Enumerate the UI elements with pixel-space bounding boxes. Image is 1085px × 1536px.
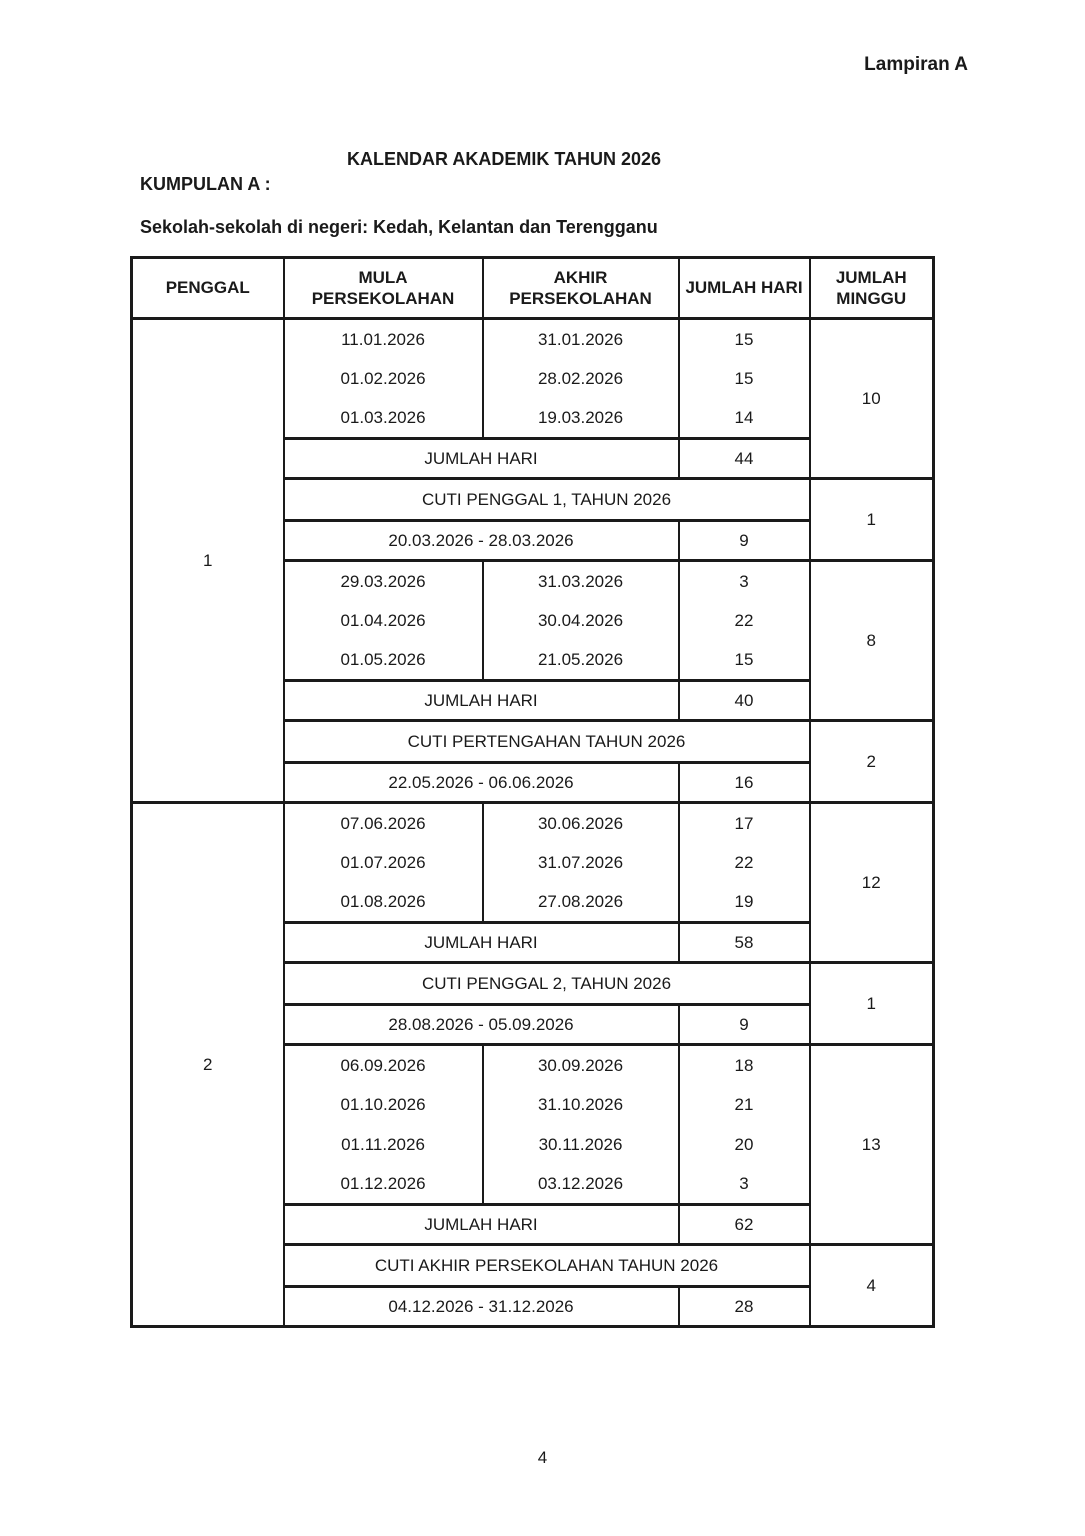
- weeks-cell: 13: [810, 1045, 934, 1245]
- date-start-cell: 01.12.2026: [284, 1165, 483, 1205]
- date-end-cell: 28.02.2026: [483, 359, 679, 399]
- total-label-cell: JUMLAH HARI: [284, 1205, 679, 1245]
- total-days-cell: 58: [679, 923, 810, 963]
- date-end-cell: 21.05.2026: [483, 641, 679, 681]
- column-header-mula: MULA PERSEKOLAHAN: [284, 258, 483, 319]
- total-label-cell: JUMLAH HARI: [284, 923, 679, 963]
- table-header: [132, 258, 934, 319]
- days-cell: 15: [679, 641, 810, 681]
- page-title: KALENDAR AKADEMIK TAHUN 2026: [347, 149, 662, 169]
- date-end-cell: 03.12.2026: [483, 1165, 679, 1205]
- date-start-cell: 11.01.2026: [284, 319, 483, 359]
- total-days-cell: 40: [679, 681, 810, 721]
- column-header-jumlah-minggu: JUMLAH MINGGU: [810, 258, 934, 319]
- total-label-cell: JUMLAH HARI: [284, 439, 679, 479]
- date-end-cell: 30.06.2026: [483, 803, 679, 843]
- holiday-title-cell: CUTI PENGGAL 1, TAHUN 2026: [284, 479, 810, 521]
- days-cell: 15: [679, 319, 810, 359]
- days-cell: 3: [679, 561, 810, 601]
- date-start-cell: 01.02.2026: [284, 359, 483, 399]
- days-cell: 22: [679, 601, 810, 641]
- date-start-cell: 01.03.2026: [284, 399, 483, 439]
- header-row: [132, 258, 934, 319]
- group-label: KUMPULAN A :: [140, 174, 271, 194]
- days-cell: 22: [679, 843, 810, 883]
- holiday-range-cell: 22.05.2026 - 06.06.2026: [284, 763, 679, 803]
- column-header-akhir: AKHIR PERSEKOLAHAN: [483, 258, 679, 319]
- date-start-cell: 01.05.2026: [284, 641, 483, 681]
- date-start-cell: 01.04.2026: [284, 601, 483, 641]
- subtitle: Sekolah-sekolah di negeri: Kedah, Kelantan dan Terengganu: [140, 217, 658, 237]
- penggal-cell: 2: [132, 803, 284, 1327]
- date-start-cell: 01.11.2026: [284, 1125, 483, 1165]
- holiday-days-cell: 16: [679, 763, 810, 803]
- corner-label: Lampiran A: [864, 54, 968, 75]
- days-cell: 3: [679, 1165, 810, 1205]
- days-cell: 15: [679, 359, 810, 399]
- date-end-cell: 31.01.2026: [483, 319, 679, 359]
- weeks-cell: 4: [810, 1245, 934, 1327]
- academic-calendar-table: [130, 256, 935, 1328]
- column-header-jumlah-hari: JUMLAH HARI: [679, 258, 810, 319]
- date-start-cell: 01.07.2026: [284, 843, 483, 883]
- date-end-cell: 31.03.2026: [483, 561, 679, 601]
- days-cell: 17: [679, 803, 810, 843]
- weeks-cell: 8: [810, 561, 934, 721]
- date-end-cell: 27.08.2026: [483, 883, 679, 923]
- total-label-cell: JUMLAH HARI: [284, 681, 679, 721]
- holiday-days-cell: 9: [679, 1005, 810, 1045]
- date-end-cell: 30.04.2026: [483, 601, 679, 641]
- table-row: [132, 319, 934, 359]
- holiday-range-cell: 04.12.2026 - 31.12.2026: [284, 1287, 679, 1327]
- days-cell: 21: [679, 1085, 810, 1125]
- total-days-cell: 44: [679, 439, 810, 479]
- holiday-title-cell: CUTI PERTENGAHAN TAHUN 2026: [284, 721, 810, 763]
- weeks-cell: 1: [810, 963, 934, 1045]
- date-start-cell: 01.08.2026: [284, 883, 483, 923]
- date-start-cell: 06.09.2026: [284, 1045, 483, 1085]
- days-cell: 20: [679, 1125, 810, 1165]
- date-end-cell: 31.10.2026: [483, 1085, 679, 1125]
- holiday-days-cell: 9: [679, 521, 810, 561]
- weeks-cell: 12: [810, 803, 934, 963]
- penggal-cell: 1: [132, 319, 284, 803]
- weeks-cell: 10: [810, 319, 934, 479]
- calendar-table-wrap: [130, 256, 935, 1328]
- column-header-penggal: PENGGAL: [132, 258, 284, 319]
- days-cell: 14: [679, 399, 810, 439]
- holiday-title-cell: CUTI AKHIR PERSEKOLAHAN TAHUN 2026: [284, 1245, 810, 1287]
- table-row: [132, 803, 934, 843]
- holiday-title-cell: CUTI PENGGAL 2, TAHUN 2026: [284, 963, 810, 1005]
- holiday-days-cell: 28: [679, 1287, 810, 1327]
- weeks-cell: 2: [810, 721, 934, 803]
- date-start-cell: 29.03.2026: [284, 561, 483, 601]
- table-body: [132, 319, 934, 1327]
- days-cell: 18: [679, 1045, 810, 1085]
- date-end-cell: 30.09.2026: [483, 1045, 679, 1085]
- date-end-cell: 31.07.2026: [483, 843, 679, 883]
- holiday-range-cell: 28.08.2026 - 05.09.2026: [284, 1005, 679, 1045]
- total-days-cell: 62: [679, 1205, 810, 1245]
- date-end-cell: 19.03.2026: [483, 399, 679, 439]
- date-start-cell: 07.06.2026: [284, 803, 483, 843]
- holiday-range-cell: 20.03.2026 - 28.03.2026: [284, 521, 679, 561]
- page-number: 4: [537, 1448, 548, 1467]
- date-end-cell: 30.11.2026: [483, 1125, 679, 1165]
- date-start-cell: 01.10.2026: [284, 1085, 483, 1125]
- days-cell: 19: [679, 883, 810, 923]
- weeks-cell: 1: [810, 479, 934, 561]
